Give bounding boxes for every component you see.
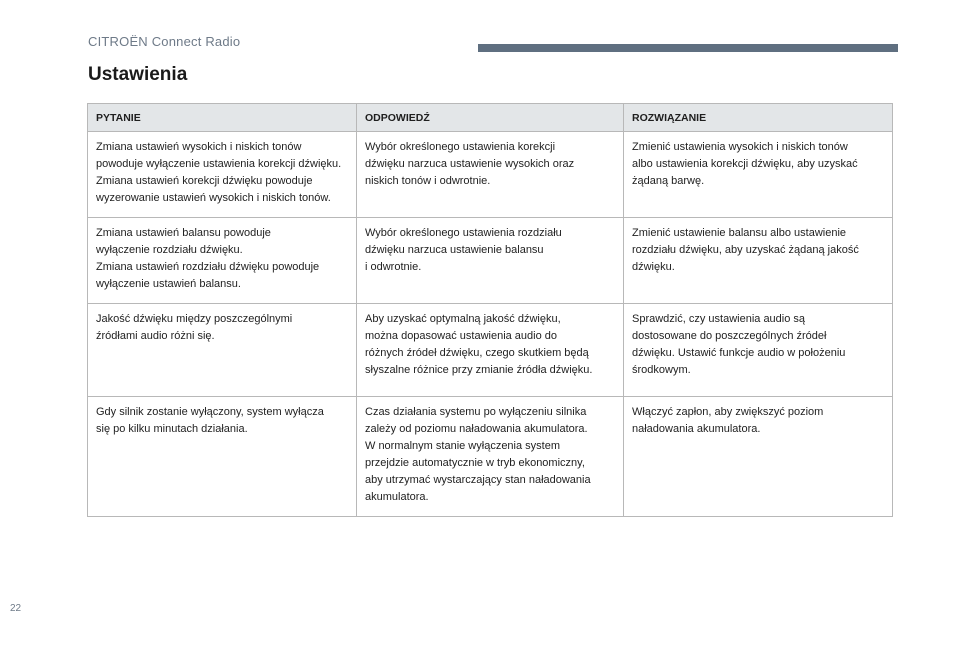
brand-label: CITROËN Connect Radio (88, 34, 241, 49)
page-title: Ustawienia (88, 64, 188, 85)
column-header-solution: ROZWIĄZANIE (624, 104, 893, 132)
column-header-question: PYTANIE (88, 104, 357, 132)
question-cell: Jakość dźwięku między poszczególnymi źródłami audio różni się. (88, 304, 357, 397)
solution-cell: Włączyć zapłon, aby zwiększyć poziom naładowania akumulatora. (624, 397, 893, 517)
answer-cell: Czas działania systemu po wyłączeniu silnika zależy od poziomu naładowania akumulatora. W normalnym stanie wyłączenia system przejdzie automatycznie w tryb ekonomiczny, aby utrzymać wystarczający stan naładowania akumulatora. (357, 397, 624, 517)
solution-cell: Sprawdzić, czy ustawienia audio są dostosowane do poszczególnych źródeł dźwięku. Ustawić funkcje audio w położeniu środkowym. (624, 304, 893, 397)
question-cell: Gdy silnik zostanie wyłączony, system wyłącza się po kilku minutach działania. (88, 397, 357, 517)
column-header-answer: ODPOWIEDŹ (357, 104, 624, 132)
answer-cell: Wybór określonego ustawienia korekcji dźwięku narzuca ustawienie wysokich oraz niskich tonów i odwrotnie. (357, 132, 624, 218)
table-row (88, 132, 893, 218)
troubleshooting-table (87, 103, 893, 517)
solution-cell: Zmienić ustawienia wysokich i niskich tonów albo ustawienia korekcji dźwięku, aby uzyskać żądaną barwę. (624, 132, 893, 218)
table-row (88, 304, 893, 397)
table-row (88, 218, 893, 304)
table-row (88, 397, 893, 517)
question-cell: Zmiana ustawień wysokich i niskich tonów powoduje wyłączenie ustawienia korekcji dźwięku. Zmiana ustawień korekcji dźwięku powoduje wyzerowanie ustawień wysokich i niskich tonów. (88, 132, 357, 218)
answer-cell: Aby uzyskać optymalną jakość dźwięku, można dopasować ustawienia audio do różnych źródeł dźwięku, czego skutkiem będą słyszalne różnice przy zmianie źródła dźwięku. (357, 304, 624, 397)
question-cell: Zmiana ustawień balansu powoduje wyłączenie rozdziału dźwięku. Zmiana ustawień rozdziału dźwięku powoduje wyłączenie ustawień balansu. (88, 218, 357, 304)
answer-cell: Wybór określonego ustawienia rozdziału dźwięku narzuca ustawienie balansu i odwrotnie. (357, 218, 624, 304)
header-divider-bar (478, 44, 898, 52)
page-number: 22 (10, 603, 22, 614)
table-header-row (88, 104, 893, 132)
solution-cell: Zmienić ustawienie balansu albo ustawienie rozdziału dźwięku, aby uzyskać żądaną jakość dźwięku. (624, 218, 893, 304)
